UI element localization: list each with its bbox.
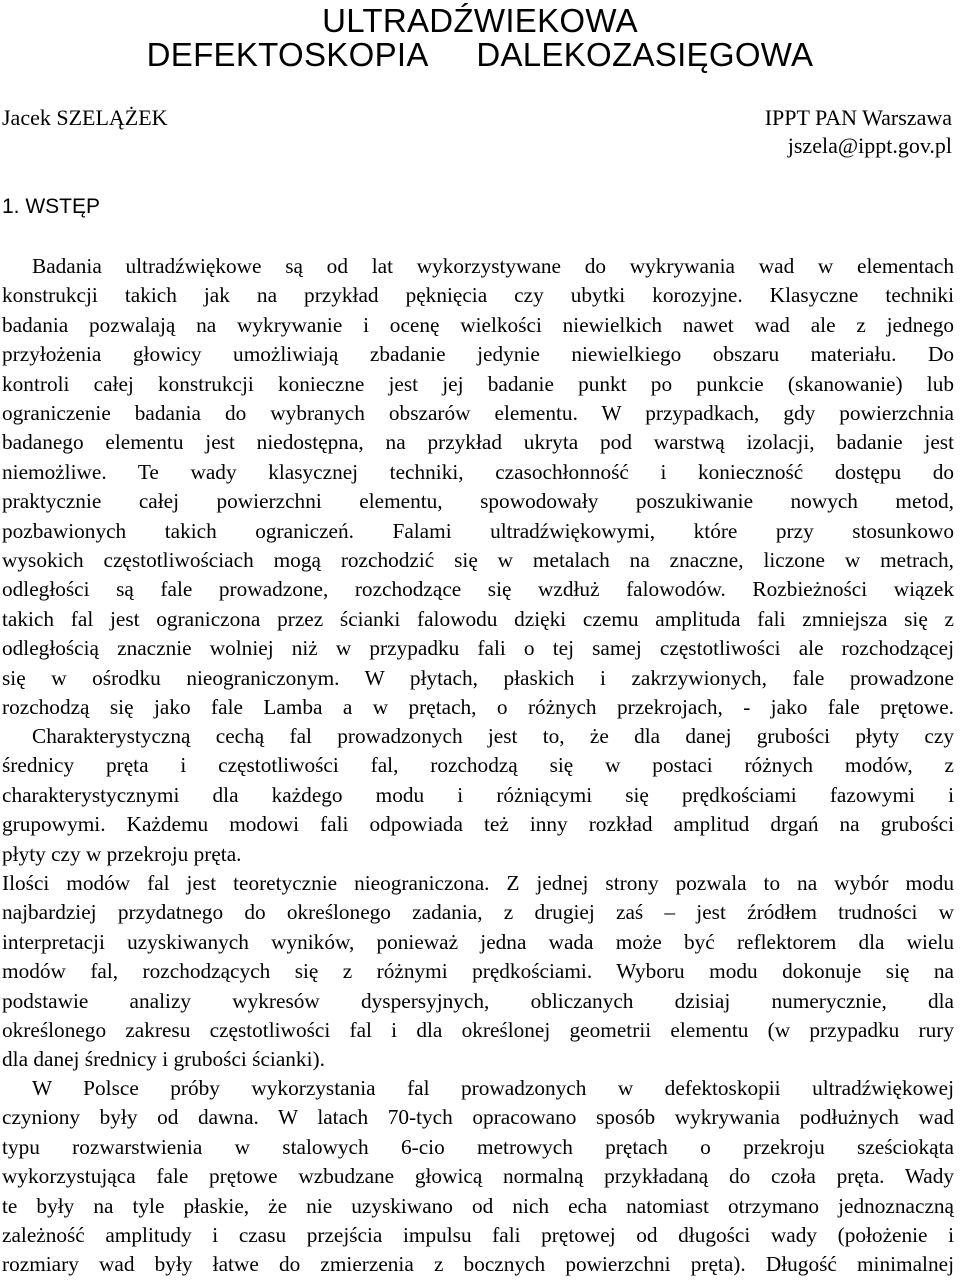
paragraph-line: dla danej średnicy i grubości ścianki). bbox=[2, 1047, 325, 1072]
affiliation-email: jszela@ippt.gov.pl bbox=[787, 133, 952, 158]
paragraph-line: grupowymi. Każdemu modowi fali odpowiada też inny rozkład amplitud drgań na grubości bbox=[2, 812, 954, 837]
paragraph-line: czyniony były od dawna. W latach 70-tych opracowano sposób wykrywania podłużnych wad bbox=[2, 1105, 954, 1130]
paragraph-line: typu rozwarstwienia w stalowych 6-cio metrowych prętach o przekroju sześciokąta bbox=[2, 1134, 954, 1159]
paragraph-line: konstrukcji takich jak na przykład pęknięcia czy ubytki korozyjne. Klasyczne techniki bbox=[2, 283, 954, 308]
paragraph-line: badania pozwalają na wykrywanie i ocenę wielkości niewielkich nawet wad ale z jednego bbox=[2, 312, 954, 337]
paragraph-line: interpretacji uzyskiwanych wyników, ponieważ jedna wada może być reflektorem dla wielu bbox=[2, 929, 954, 954]
paragraph-line: kontroli całej konstrukcji konieczne jest jej badanie punkt po punkcie (skanowanie) lub bbox=[2, 371, 954, 396]
paragraph-line: W Polsce próby wykorzystania fal prowadzonych w defektoskopii ultradźwiękowej bbox=[32, 1076, 954, 1100]
paragraph-1 bbox=[2, 252, 954, 723]
affiliation-institute: IPPT PAN Warszawa bbox=[764, 105, 952, 130]
paragraph-line: określonego zakresu częstotliwości fal i dla określonej geometrii elementu (w przypadku rury bbox=[2, 1018, 954, 1043]
paragraph-line: zależność amplitudy i czasu przejścia impulsu fali prętowej od długości wady (położenie i bbox=[2, 1223, 954, 1248]
paragraph-line: niemożliwe. Te wady klasycznej techniki, czasochłonność i konieczność dostępu do bbox=[2, 459, 954, 484]
paragraph-line: ograniczenie badania do wybranych obszarów elementu. W przypadkach, gdy powierzchnia bbox=[2, 401, 954, 426]
affiliation-block bbox=[765, 104, 952, 160]
title-line-1: ULTRADŹWIEKOWA bbox=[322, 2, 638, 39]
paragraph-3 bbox=[2, 869, 954, 1075]
title-line-2: DEFEKTOSKOPIA DALEKOZASIĘGOWA bbox=[146, 36, 814, 73]
paragraph-line: podstawie analizy wykresów dyspersyjnych, obliczanych dzisiaj numerycznie, dla bbox=[2, 988, 954, 1013]
paragraph-line: te były na tyle płaskie, że nie uzyskiwano od nich echa natomiast otrzymano jednoznaczną bbox=[2, 1193, 954, 1218]
paragraph-line: wysokich częstotliwościach mogą rozchodzić się w metalach na znaczne, liczone w metrach, bbox=[2, 548, 954, 573]
paragraph-line: Badania ultradźwiękowe są od lat wykorzystywane do wykrywania wad w elementach bbox=[32, 254, 954, 278]
author-name: Jacek SZELĄŻEK bbox=[2, 105, 168, 130]
paragraph-line: takich fal jest ograniczona przez ścianki falowodu dzięki czemu amplituda fali zmniejsza się z bbox=[2, 606, 954, 631]
section-heading: 1. WSTĘP bbox=[2, 195, 101, 218]
paragraph-line: Ilości modów fal jest teoretycznie nieograniczona. Z jednej strony pozwala to na wybór modu bbox=[2, 871, 954, 895]
paragraph-line: wykorzystująca fale prętowe wzbudzane głowicą normalną przykładaną do czoła pręta. Wady bbox=[2, 1164, 954, 1189]
paragraph-line: praktycznie całej powierzchni elementu, spowodowały poszukiwanie nowych metod, bbox=[2, 489, 954, 514]
paragraph-line: odległością znacznie wolniej niż w przypadku fali o tej samej częstotliwości ale rozchodzącej bbox=[2, 636, 954, 661]
paragraph-line: modów fal, rozchodzących się z różnymi prędkościami. Wyboru modu dokonuje się na bbox=[2, 959, 954, 984]
paragraph-line: płyty czy w przekroju pręta. bbox=[2, 841, 242, 866]
paragraph-line: średnicy pręta i częstotliwości fal, rozchodzą się w postaci różnych modów, z bbox=[2, 753, 954, 778]
paragraph-line: najbardziej przydatnego do określonego zadania, z drugiej zaś – jest źródłem trudności w bbox=[2, 900, 954, 925]
paragraph-line: się w ośrodku nieograniczonym. W płytach, płaskich i zakrzywionych, fale prowadzone bbox=[2, 665, 954, 690]
paragraph-line: pozbawionych takich ograniczeń. Falami ultradźwiękowymi, które przy stosunkowo bbox=[2, 518, 954, 543]
paragraph-line: rozmiary wad były łatwe do zmierzenia z bocznych powierzchni pręta). Długość minimalnej bbox=[2, 1252, 954, 1277]
paragraph-2 bbox=[2, 722, 954, 869]
paragraph-line: przyłożenia głowicy umożliwiają zbadanie jedynie niewielkiego obszaru materiału. Do bbox=[2, 342, 954, 367]
paragraph-4 bbox=[2, 1074, 954, 1280]
paragraph-line: rozchodzą się jako fale Lamba a w prętach, o różnych przekrojach, - jako fale prętowe. bbox=[2, 695, 954, 720]
paragraph-line: charakterystycznymi dla każdego modu i różniącymi się prędkościami fazowymi i bbox=[2, 782, 954, 807]
paragraph-line: badanego elementu jest niedostępna, na przykład ukryta pod warstwą izolacji, badanie jest bbox=[2, 430, 954, 455]
paragraph-line: odległości są fale prowadzone, rozchodzące się wzdłuż falowodów. Rozbieżności wiązek bbox=[2, 577, 954, 602]
paragraph-line: Charakterystyczną cechą fal prowadzonych jest to, że dla danej grubości płyty czy bbox=[32, 724, 954, 748]
